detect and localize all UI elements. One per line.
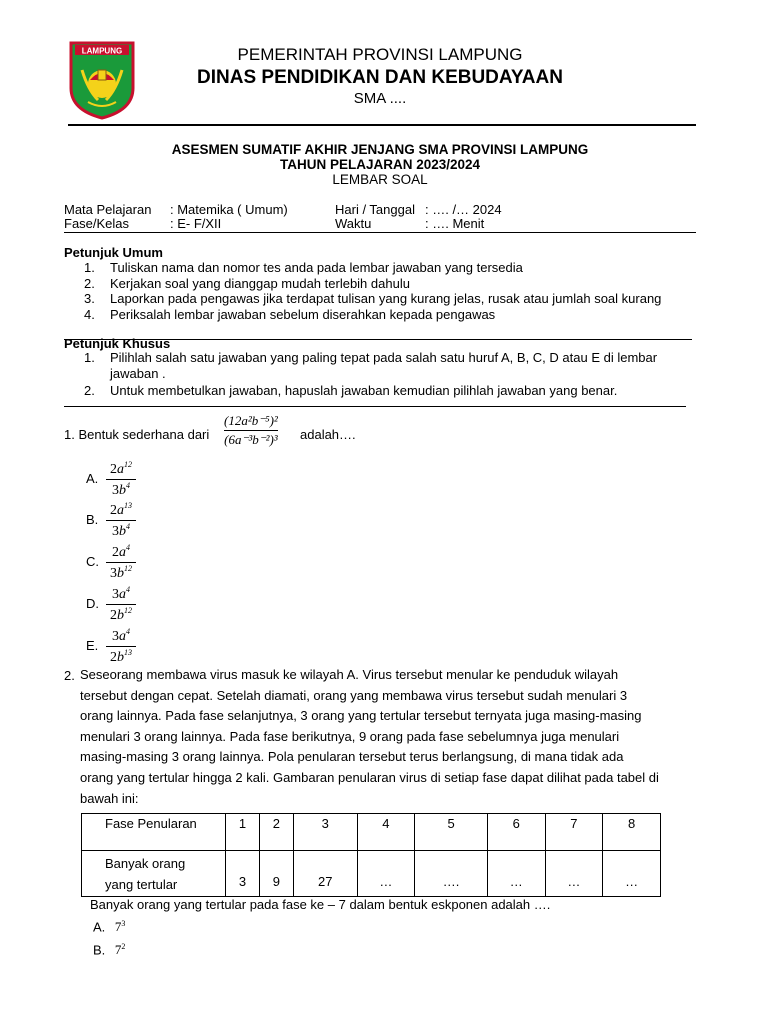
fraction-numerator: $3a^4$ bbox=[112, 627, 130, 644]
table-cell: 8 bbox=[603, 814, 661, 851]
table-cell: 5 bbox=[415, 814, 488, 851]
subject-value: : Matemika ( Umum) bbox=[170, 202, 288, 217]
fraction-denominator: $3b^{12}$ bbox=[110, 564, 132, 581]
q1-option-letter: D. bbox=[86, 596, 99, 611]
q1-option-fraction bbox=[106, 627, 136, 666]
q1-option-fraction bbox=[106, 460, 136, 499]
q1-option-fraction bbox=[106, 543, 136, 582]
virus-table bbox=[81, 813, 661, 897]
fraction-numerator: $2a^4$ bbox=[112, 543, 130, 560]
table-cell: … bbox=[357, 851, 415, 897]
table-cell: … bbox=[545, 851, 603, 897]
logo-text: LAMPUNG bbox=[81, 46, 123, 56]
date-label: Hari / Tanggal bbox=[335, 202, 415, 217]
table-cell: 3 bbox=[226, 851, 260, 897]
q2-option-b: B. $7^2$ bbox=[93, 942, 126, 958]
q1-option-letter: E. bbox=[86, 638, 99, 653]
fraction-denominator: $3b^4$ bbox=[112, 522, 130, 539]
table-row bbox=[82, 851, 661, 897]
table-cell: …. bbox=[415, 851, 488, 897]
q2-option-a: A. $7^3$ bbox=[93, 919, 126, 935]
table-cell: 4 bbox=[357, 814, 415, 851]
table-header-cell: Banyak orang yang tertular bbox=[82, 851, 226, 897]
info-divider bbox=[64, 232, 696, 233]
list-item: 1. Tuliskan nama dan nomor tes anda pada lembar jawaban yang tersedia bbox=[84, 260, 523, 275]
table-cell: 9 bbox=[259, 851, 293, 897]
lampung-logo bbox=[68, 40, 136, 120]
table-cell: … bbox=[603, 851, 661, 897]
general-heading: Petunjuk Umum bbox=[64, 245, 163, 260]
header-divider bbox=[68, 124, 696, 126]
table-header-cell: Fase Penularan bbox=[82, 814, 226, 851]
q1-prefix: 1. Bentuk sederhana dari bbox=[64, 427, 210, 442]
list-item: 2. Untuk membetulkan jawaban, hapuslah jawaban kemudian pilihlah jawaban yang benar. bbox=[84, 383, 618, 398]
special-list bbox=[80, 350, 700, 399]
special-heading: Petunjuk Khusus bbox=[64, 336, 171, 351]
subject-label: Mata Pelajaran bbox=[64, 202, 152, 217]
date-value: : …. /… 2024 bbox=[425, 202, 502, 217]
sheet-label: LEMBAR SOAL bbox=[332, 172, 428, 187]
q1-suffix: adalah…. bbox=[300, 427, 356, 442]
q2-number: 2. bbox=[64, 668, 75, 683]
table-row bbox=[82, 814, 661, 851]
table-cell: 7 bbox=[545, 814, 603, 851]
special-divider bbox=[64, 406, 686, 407]
dept-name: DINAS PENDIDIKAN DAN KEBUDAYAAN bbox=[197, 67, 563, 88]
exam-title: ASESMEN SUMATIF AKHIR JENJANG SMA PROVINSI LAMPUNG bbox=[171, 142, 589, 157]
fraction-denominator: $2b^{13}$ bbox=[110, 648, 132, 665]
school-name: SMA .... bbox=[353, 90, 407, 107]
fraction-denominator: $3b^4$ bbox=[112, 481, 130, 498]
class-value: : E- F/XII bbox=[170, 216, 222, 231]
gov-name: PEMERINTAH PROVINSI LAMPUNG bbox=[237, 45, 523, 64]
table-cell: 2 bbox=[259, 814, 293, 851]
q1-option-fraction bbox=[106, 585, 136, 624]
fraction-numerator: $2a^{12}$ bbox=[110, 460, 132, 477]
table-cell: 27 bbox=[293, 851, 357, 897]
q1-expr-den: (6a⁻³b⁻²)³ bbox=[224, 432, 278, 447]
time-value: : …. Menit bbox=[425, 216, 485, 231]
q1-option-fraction bbox=[106, 501, 136, 540]
fraction-denominator: $2b^{12}$ bbox=[110, 606, 132, 623]
fraction-numerator: $2a^{13}$ bbox=[110, 501, 132, 518]
q1-option-letter: A. bbox=[86, 471, 99, 486]
list-item: 3. Laporkan pada pengawas jika terdapat tulisan yang kurang jelas, rusak atau jumlah soal kurang bbox=[84, 291, 662, 306]
table-cell: 1 bbox=[226, 814, 260, 851]
q1-expression bbox=[224, 413, 278, 448]
table-cell: … bbox=[487, 851, 545, 897]
fraction-numerator: $3a^4$ bbox=[112, 585, 130, 602]
general-list bbox=[80, 260, 700, 322]
list-item: 2. Kerjakan soal yang dianggap mudah terlebih dahulu bbox=[84, 275, 410, 291]
table-cell: 3 bbox=[293, 814, 357, 851]
q1-expr-num: (12a²b⁻⁵)² bbox=[224, 413, 278, 428]
time-label: Waktu bbox=[335, 216, 372, 231]
table-cell: 6 bbox=[487, 814, 545, 851]
q1-option-letter: C. bbox=[86, 554, 99, 569]
list-item: 1. Pilihlah salah satu jawaban yang paling tepat pada salah satu huruf A, B, C, D atau E di lembar jawaban . bbox=[84, 350, 658, 381]
list-item: 4. Periksalah lembar jawaban sebelum diserahkan kepada pengawas bbox=[84, 306, 496, 322]
q1-option-letter: B. bbox=[86, 512, 99, 527]
q2-text: Seseorang membawa virus masuk ke wilayah A. Virus tersebut menular ke penduduk wilayah tersebut dengan cepat. Setelah diamati, orang yang membawa virus tersebut sudah menulari 3 orang lainnya. Pada fase selanjutnya, 3 orang yang tertular tersebut ternyata juga masing-masing menulari 3 orang lainnya. Pada fase berikutnya, 9 orang pada fase sebelumnya juga menulari masing-masing 3 orang lainnya. Pola penularan tersebut terus berlangsung, di mana tidak ada orang yang tertular hingga 2 kali. Gambaran penularan virus di setiap fase dapat dilihat pada tabel di bawah ini: bbox=[80, 667, 659, 806]
q2-question: Banyak orang yang tertular pada fase ke – 7 dalam bentuk eskponen adalah …. bbox=[90, 897, 551, 912]
exam-year: TAHUN PELAJARAN 2023/2024 bbox=[279, 157, 481, 172]
class-label: Fase/Kelas bbox=[64, 216, 130, 231]
